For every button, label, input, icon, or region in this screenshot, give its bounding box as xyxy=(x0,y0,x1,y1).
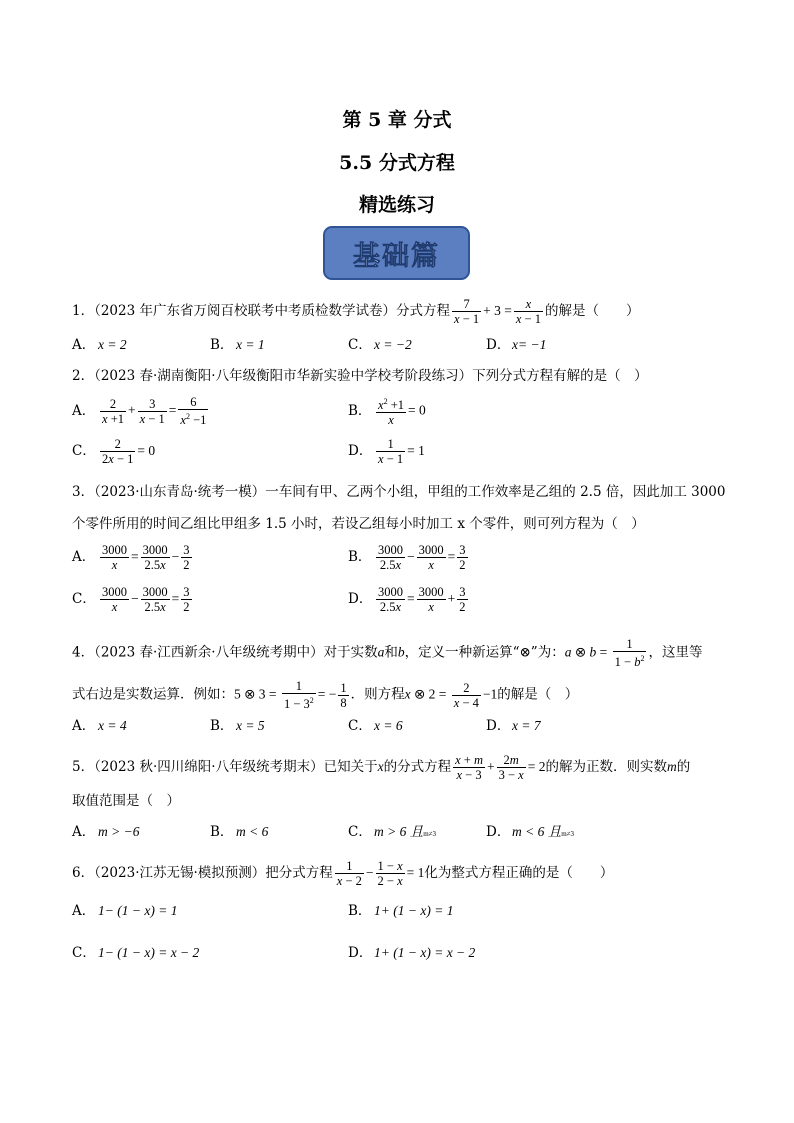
q1-option-d: D． x= −1 xyxy=(486,337,547,353)
q5-option-c: C． m > 6 且m≠3 xyxy=(348,824,437,840)
q2-option-c: C． $\frac{2}{2x - 1}$ = 0 xyxy=(72,437,156,466)
q4-option-b: B． x = 5 xyxy=(210,718,265,734)
question-3-line-1: 3．（2023·山东青岛·统考一模）一车间有甲、乙两个小组，甲组的工作效率是乙组的 2.5 倍，因此加工 3000 xyxy=(72,484,726,500)
q5-option-a: A． m > −6 xyxy=(72,824,140,840)
banner-label: 基础篇 xyxy=(353,240,440,272)
q6-option-c: C． 1− (1 − x) = x − 2 xyxy=(72,945,200,961)
q3-option-a: A． $\frac{3000}{x}$ = $\frac{3000}{2.5x}$ − $\frac{3}{2}$ xyxy=(72,543,190,572)
q4-option-c: C． x = 6 xyxy=(348,718,403,734)
chapter-title: 第 5 章 分式 xyxy=(342,109,452,131)
question-6: 6．（2023·江苏无锡·模拟预测）把分式方程 $\frac{1}{x - 2}$ − $\frac{1 - x}{2 - x}$ = 1化为整式方程正确的是（ ） xyxy=(72,859,614,888)
question-1: 1．（2023 年广东省万阅百校联考中考质检数学试卷）分式方程 $\frac{7}{x - 1}$ + 3 = $\frac{x}{x - 1}$ 的解是（ ） xyxy=(72,297,640,326)
q2-option-d: D． $\frac{1}{x - 1}$ = 1 xyxy=(348,437,425,466)
q3-option-c: C． $\frac{3000}{x}$ − $\frac{3000}{2.5x}$ = $\frac{3}{2}$ xyxy=(72,585,190,614)
q3-option-d: D． $\frac{3000}{2.5x}$ = $\frac{3000}{x}$ + $\frac{3}{2}$ xyxy=(348,585,466,614)
q3-option-b: B． $\frac{3000}{2.5x}$ − $\frac{3000}{x}$ = $\frac{3}{2}$ xyxy=(348,543,466,572)
question-4-line-2: 式右边是实数运算．例如：5 ⊗ 3 = $\frac{1}{1 - 3^2}$ = − $\frac{1}{8}$ ．则方程x ⊗ 2 = $\frac{2}{x - 4}$ −1的解是（ ） xyxy=(72,679,579,712)
question-4-line-1: 4．（2023 春·江西新余·八年级统考期中）对于实数a和b，定义一种新运算“⊗”为：a ⊗ b = $\frac{1}{1 - b^2}$ ，这里等 xyxy=(72,637,703,670)
q5-option-b: B． m < 6 xyxy=(210,824,269,840)
q1-option-c: C． x = −2 xyxy=(348,337,412,353)
q1-option-a: A． x = 2 xyxy=(72,337,127,353)
q2-option-b: B． $\frac{x^2 +1}{x}$ = 0 xyxy=(348,397,426,428)
q5-option-d: D． m < 6 且m≠3 xyxy=(486,824,575,840)
q1-option-b: B． x = 1 xyxy=(210,337,265,353)
q6-option-a: A． 1− (1 − x) = 1 xyxy=(72,903,178,919)
q2-option-a: A． $\frac{2}{x +1}$ + $\frac{3}{x - 1}$ = $\frac{6}{x^2 -1}$ xyxy=(72,395,207,428)
question-3-line-2: 个零件所用的时间乙组比甲组多 1.5 小时，若设乙组每小时加工 x 个零件，则可列方程为（ ） xyxy=(72,516,645,532)
q4-option-d: D． x = 7 xyxy=(486,718,541,734)
level-banner xyxy=(323,226,470,280)
q1-intro: 1．（2023 年广东省万阅百校联考中考质检数学试卷）分式方程 xyxy=(72,303,450,319)
question-5-line-1: 5．（2023 秋·四川绵阳·八年级统考期末）已知关于x的分式方程 $\frac{x + m}{x - 3}$ + $\frac{2m}{3 - x}$ = 2的解为正数．则实数m的 xyxy=(72,753,691,782)
q1-tail: 的解是（ ） xyxy=(544,303,640,319)
q6-option-b: B． 1+ (1 − x) = 1 xyxy=(348,903,454,919)
section-title: 5.5 分式方程 xyxy=(339,152,455,174)
q6-option-d: D． 1+ (1 − x) = x − 2 xyxy=(348,945,476,961)
question-2: 2．（2023 春·湖南衡阳·八年级衡阳市华新实验中学校考阶段练习）下列分式方程有解的是（ ） xyxy=(72,368,648,384)
q4-option-a: A． x = 4 xyxy=(72,718,127,734)
subtitle: 精选练习 xyxy=(358,194,435,216)
question-5-line-2: 取值范围是（ ） xyxy=(72,793,180,809)
